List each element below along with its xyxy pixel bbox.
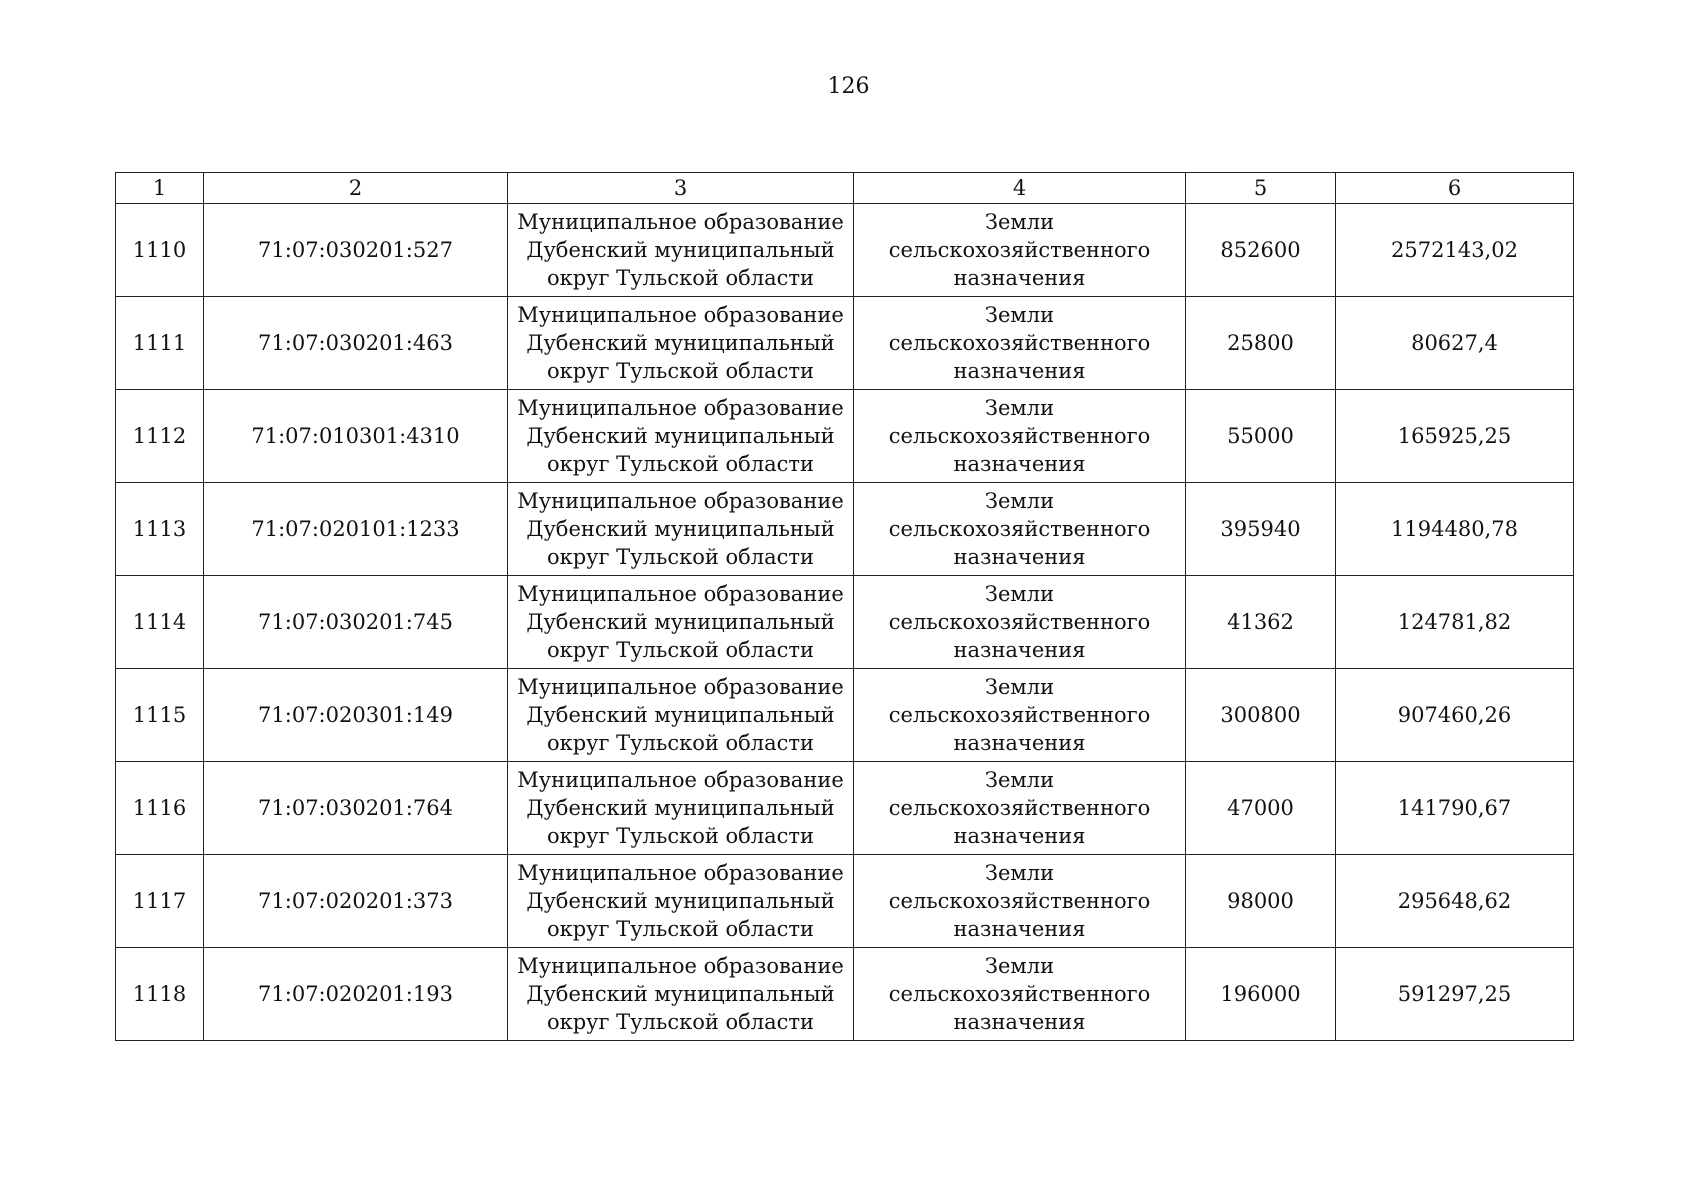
owner-line: округ Тульской области — [546, 266, 815, 290]
category-line: сельскохозяйственного — [888, 982, 1151, 1006]
value-cell: 2572143,02 — [1336, 204, 1574, 297]
owner-cell — [508, 948, 854, 1041]
table-row — [116, 204, 1574, 297]
category-line: Земли — [984, 303, 1055, 327]
cadastral-number-cell: 71:07:030201:745 — [204, 576, 508, 669]
category-line: сельскохозяйственного — [888, 610, 1151, 634]
land-category-cell — [854, 855, 1186, 948]
land-category-cell — [854, 669, 1186, 762]
owner-line: Дубенский муниципальный — [526, 331, 835, 355]
owner-line: Дубенский муниципальный — [526, 982, 835, 1006]
area-cell: 852600 — [1186, 204, 1336, 297]
owner-cell — [508, 390, 854, 483]
value-cell: 80627,4 — [1336, 297, 1574, 390]
category-line: Земли — [984, 582, 1055, 606]
land-category-cell — [854, 390, 1186, 483]
category-line: Земли — [984, 768, 1055, 792]
category-line: Земли — [984, 489, 1055, 513]
land-category-cell — [854, 948, 1186, 1041]
table-row — [116, 390, 1574, 483]
row-number-cell: 1112 — [116, 390, 204, 483]
category-line: сельскохозяйственного — [888, 796, 1151, 820]
table-header — [116, 173, 1574, 204]
land-registry-table — [115, 172, 1574, 1041]
category-line: Земли — [984, 675, 1055, 699]
category-line: Земли — [984, 954, 1055, 978]
table-row — [116, 483, 1574, 576]
column-header-6: 6 — [1336, 173, 1574, 204]
column-header-1: 1 — [116, 173, 204, 204]
table-row — [116, 669, 1574, 762]
owner-cell — [508, 762, 854, 855]
owner-line: Муниципальное образование — [517, 768, 844, 792]
row-number-cell: 1111 — [116, 297, 204, 390]
category-line: Земли — [984, 861, 1055, 885]
area-cell: 395940 — [1186, 483, 1336, 576]
value-cell: 1194480,78 — [1336, 483, 1574, 576]
category-line: назначения — [953, 1010, 1086, 1034]
table-body — [116, 204, 1574, 1041]
category-line: назначения — [953, 824, 1086, 848]
land-category-cell — [854, 204, 1186, 297]
cadastral-number-cell: 71:07:020201:193 — [204, 948, 508, 1041]
category-line: сельскохозяйственного — [888, 424, 1151, 448]
owner-line: Дубенский муниципальный — [526, 238, 835, 262]
category-line: сельскохозяйственного — [888, 238, 1151, 262]
table-row — [116, 297, 1574, 390]
owner-cell — [508, 669, 854, 762]
owner-line: Муниципальное образование — [517, 210, 844, 234]
owner-line: Муниципальное образование — [517, 861, 844, 885]
owner-line: Дубенский муниципальный — [526, 517, 835, 541]
category-line: назначения — [953, 452, 1086, 476]
land-category-cell — [854, 483, 1186, 576]
area-cell: 98000 — [1186, 855, 1336, 948]
owner-line: Дубенский муниципальный — [526, 703, 835, 727]
row-number-cell: 1110 — [116, 204, 204, 297]
owner-line: Муниципальное образование — [517, 303, 844, 327]
cadastral-number-cell: 71:07:010301:4310 — [204, 390, 508, 483]
category-line: сельскохозяйственного — [888, 889, 1151, 913]
area-cell: 300800 — [1186, 669, 1336, 762]
category-line: назначения — [953, 266, 1086, 290]
row-number-cell: 1113 — [116, 483, 204, 576]
category-line: сельскохозяйственного — [888, 331, 1151, 355]
owner-line: округ Тульской области — [546, 638, 815, 662]
cadastral-number-cell: 71:07:020201:373 — [204, 855, 508, 948]
area-cell: 55000 — [1186, 390, 1336, 483]
column-header-3: 3 — [508, 173, 854, 204]
table-row — [116, 948, 1574, 1041]
value-cell: 591297,25 — [1336, 948, 1574, 1041]
owner-cell — [508, 576, 854, 669]
row-number-cell: 1117 — [116, 855, 204, 948]
area-cell: 25800 — [1186, 297, 1336, 390]
category-line: назначения — [953, 545, 1086, 569]
owner-line: Муниципальное образование — [517, 675, 844, 699]
value-cell: 907460,26 — [1336, 669, 1574, 762]
cadastral-number-cell: 71:07:030201:527 — [204, 204, 508, 297]
row-number-cell: 1114 — [116, 576, 204, 669]
column-header-5: 5 — [1186, 173, 1336, 204]
category-line: сельскохозяйственного — [888, 703, 1151, 727]
row-number-cell: 1116 — [116, 762, 204, 855]
row-number-cell: 1115 — [116, 669, 204, 762]
category-line: назначения — [953, 359, 1086, 383]
table-row — [116, 855, 1574, 948]
category-line: сельскохозяйственного — [888, 517, 1151, 541]
land-category-cell — [854, 297, 1186, 390]
owner-line: округ Тульской области — [546, 1010, 815, 1034]
category-line: назначения — [953, 917, 1086, 941]
owner-cell — [508, 297, 854, 390]
table-row — [116, 762, 1574, 855]
owner-line: Муниципальное образование — [517, 489, 844, 513]
owner-line: Дубенский муниципальный — [526, 424, 835, 448]
owner-line: округ Тульской области — [546, 359, 815, 383]
owner-line: округ Тульской области — [546, 731, 815, 755]
value-cell: 141790,67 — [1336, 762, 1574, 855]
cadastral-number-cell: 71:07:030201:463 — [204, 297, 508, 390]
area-cell: 196000 — [1186, 948, 1336, 1041]
cadastral-number-cell: 71:07:030201:764 — [204, 762, 508, 855]
land-category-cell — [854, 576, 1186, 669]
category-line: Земли — [984, 210, 1055, 234]
value-cell: 124781,82 — [1336, 576, 1574, 669]
owner-line: Муниципальное образование — [517, 396, 844, 420]
owner-line: округ Тульской области — [546, 917, 815, 941]
cadastral-number-cell: 71:07:020101:1233 — [204, 483, 508, 576]
column-header-4: 4 — [854, 173, 1186, 204]
category-line: назначения — [953, 731, 1086, 755]
owner-line: Дубенский муниципальный — [526, 889, 835, 913]
owner-cell — [508, 204, 854, 297]
owner-cell — [508, 483, 854, 576]
owner-line: округ Тульской области — [546, 824, 815, 848]
owner-line: округ Тульской области — [546, 452, 815, 476]
owner-line: Муниципальное образование — [517, 954, 844, 978]
page-number: 126 — [827, 74, 870, 99]
column-header-2: 2 — [204, 173, 508, 204]
owner-line: Муниципальное образование — [517, 582, 844, 606]
area-cell: 41362 — [1186, 576, 1336, 669]
category-line: Земли — [984, 396, 1055, 420]
value-cell: 165925,25 — [1336, 390, 1574, 483]
area-cell: 47000 — [1186, 762, 1336, 855]
owner-line: Дубенский муниципальный — [526, 610, 835, 634]
owner-line: Дубенский муниципальный — [526, 796, 835, 820]
owner-line: округ Тульской области — [546, 545, 815, 569]
value-cell: 295648,62 — [1336, 855, 1574, 948]
row-number-cell: 1118 — [116, 948, 204, 1041]
cadastral-number-cell: 71:07:020301:149 — [204, 669, 508, 762]
table-row — [116, 576, 1574, 669]
owner-cell — [508, 855, 854, 948]
category-line: назначения — [953, 638, 1086, 662]
land-category-cell — [854, 762, 1186, 855]
header-row — [116, 173, 1574, 204]
